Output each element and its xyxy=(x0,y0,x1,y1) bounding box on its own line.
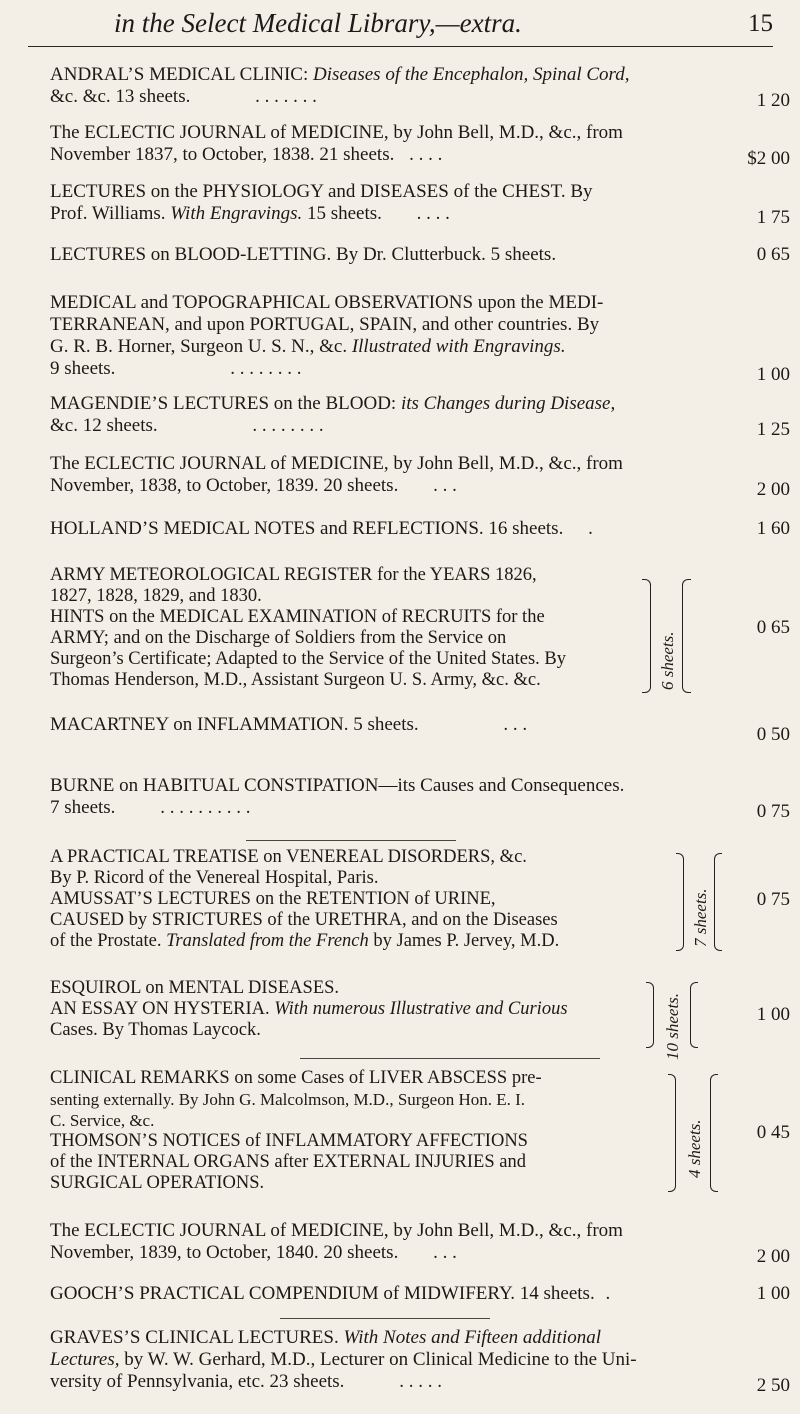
entry-title: CLINICAL REMARKS on some Cases of LIVER ABSCESS pre- xyxy=(50,1068,542,1088)
catalogue-entry xyxy=(50,64,790,111)
entry-title: MEDICAL and TOPOGRAPHICAL OBSERVATIONS upon the MEDI- xyxy=(50,292,604,313)
entry-title: The ECLECTIC JOURNAL of MEDICINE, by John Bell, M.D., &c., from xyxy=(50,122,623,143)
leader-dots: . . . xyxy=(503,714,528,735)
entry-title-cont: of the INTERNAL ORGANS after EXTERNAL INJURIES and xyxy=(50,1152,526,1172)
entry-translator: by James P. Jervey, M.D. xyxy=(368,931,560,951)
entry-title: ESQUIROL on MENTAL DISEASES. xyxy=(50,978,340,998)
entry-details: By P. Ricord of the Venereal Hospital, Paris. xyxy=(50,868,379,888)
entry-illustrations: With Engravings. xyxy=(170,203,303,224)
entry-title: AN ESSAY ON HYSTERIA. xyxy=(50,999,275,1019)
entry-details: senting externally. By John G. Malcolmson, M.D., Surgeon Hon. E. I. xyxy=(50,1090,526,1109)
entry-title: The ECLECTIC JOURNAL of MEDICINE, by John Bell, M.D., &c., from xyxy=(50,453,623,474)
entry-title: A PRACTICAL TREATISE on VENEREAL DISORDERS, &c. xyxy=(50,847,527,867)
entry-title: GOOCH’S PRACTICAL COMPENDIUM of MIDWIFERY. 14 sheets. xyxy=(50,1283,595,1304)
entry-translation: Translated from the French xyxy=(166,931,369,951)
divider xyxy=(300,1058,600,1059)
entry-title: AMUSSAT’S LECTURES on the RETENTION of URINE, xyxy=(50,889,496,909)
leader-dots: . xyxy=(605,1283,611,1304)
brace xyxy=(642,579,651,693)
entry-price: 0 50 xyxy=(756,724,790,745)
entry-details: by W. W. Gerhard, M.D., Lecturer on Clinical Medicine to the Uni- xyxy=(119,1349,637,1370)
entry-price: 1 25 xyxy=(756,419,790,440)
page-header xyxy=(28,4,773,47)
entry-price: 0 75 xyxy=(756,801,790,822)
entry-price: 0 65 xyxy=(756,244,790,265)
catalogue-entry xyxy=(50,122,790,169)
catalogue-entry xyxy=(50,1220,790,1267)
page-number: 15 xyxy=(748,10,773,37)
sheets-count: 4 sheets. xyxy=(685,1119,704,1178)
leader-dots: . . . . . xyxy=(399,1371,442,1392)
entry-title: MACARTNEY on INFLAMMATION. 5 sheets. xyxy=(50,714,419,735)
leader-dots: . . . . . . . . . . xyxy=(160,797,251,818)
leader-dots: . . . . xyxy=(416,203,450,224)
entry-subtitle: With numerous Illustrative and Curious xyxy=(274,999,568,1019)
entry-price: $2 00 xyxy=(747,148,790,169)
entry-details: C. Service, &c. xyxy=(50,1111,155,1130)
divider xyxy=(280,1318,490,1319)
entry-details: November, 1839, to October, 1840. 20 sheets. xyxy=(50,1242,399,1263)
brace xyxy=(676,853,684,951)
entry-title-cont: TERRANEAN, and upon PORTUGAL, SPAIN, and other countries. By xyxy=(50,314,600,335)
entry-details: 7 sheets. xyxy=(50,797,116,818)
entry-subtitle: Lectures, xyxy=(50,1349,120,1370)
leader-dots: . . . . . . . . xyxy=(230,358,302,379)
entry-author: G. R. B. Horner, Surgeon U. S. N., &c. xyxy=(50,336,352,357)
entry-title: HINTS on the MEDICAL EXAMINATION of RECRUITS for the xyxy=(50,607,545,627)
entry-title-cont: of the Prostate. xyxy=(50,931,167,951)
entry-subtitle: its Changes during Disease, xyxy=(400,393,616,414)
entry-details: Surgeon’s Certificate; Adapted to the Service of the United States. By xyxy=(50,649,567,669)
entry-title: BURNE on HABITUAL CONSTIPATION—its Causes and Consequences. xyxy=(50,775,625,796)
bundled-entries xyxy=(50,847,790,959)
brace xyxy=(714,853,722,951)
entry-details: November 1837, to October, 1838. 21 sheets. xyxy=(50,144,395,165)
entry-price: 0 45 xyxy=(756,1122,790,1143)
catalogue-entry xyxy=(50,181,790,228)
entry-title: LECTURES on the PHYSIOLOGY and DISEASES of the CHEST. By xyxy=(50,181,593,202)
catalogue-entry xyxy=(50,244,790,266)
entry-details: Thomas Henderson, M.D., Assistant Surgeon U. S. Army, &c. &c. xyxy=(50,670,541,690)
brace xyxy=(682,579,691,693)
entry-price: 2 50 xyxy=(756,1375,790,1396)
brace xyxy=(710,1074,718,1192)
entry-sheets: 15 sheets. xyxy=(302,203,382,224)
catalogue-entry xyxy=(50,393,790,440)
leader-dots: . . . xyxy=(433,1242,457,1263)
entry-details: 1827, 1828, 1829, and 1830. xyxy=(50,586,262,606)
catalogue-entry xyxy=(50,1327,790,1396)
entry-author: Prof. Williams. xyxy=(50,203,171,224)
entry-details: &c. 12 sheets. xyxy=(50,415,158,436)
catalogue-entry xyxy=(50,292,790,385)
entry-details: ARMY; and on the Discharge of Soldiers from the Service on xyxy=(50,628,507,648)
leader-dots: . . . . xyxy=(409,144,443,165)
entry-title: ANDRAL’S MEDICAL CLINIC: xyxy=(50,64,314,85)
entry-details: versity of Pennsylvania, etc. 23 sheets. xyxy=(50,1371,345,1392)
entry-subtitle: Diseases of the Encephalon, Spinal Cord, xyxy=(313,64,630,85)
entry-title: GRAVES’S CLINICAL LECTURES. xyxy=(50,1327,344,1348)
sheets-count: 6 sheets. xyxy=(658,631,677,690)
running-title: in the Select Medical Library,—extra. xyxy=(114,8,522,38)
leader-dots: . . . . . . . xyxy=(255,86,317,107)
sheets-count: 7 sheets. xyxy=(691,888,710,947)
bundled-entries xyxy=(50,978,790,1058)
entry-title-cont: CAUSED by STRICTURES of the URETHRA, and on the Diseases xyxy=(50,910,558,930)
entry-title-cont: SURGICAL OPERATIONS. xyxy=(50,1173,265,1193)
leader-dots: . xyxy=(588,518,593,539)
entry-price: 1 75 xyxy=(756,207,790,228)
entry-title: THOMSON’S NOTICES of INFLAMMATORY AFFECTIONS xyxy=(50,1131,528,1151)
entry-price: 1 20 xyxy=(756,90,790,111)
entry-price: 1 00 xyxy=(756,1004,790,1025)
catalogue-entry xyxy=(50,1283,790,1305)
catalogue-entry xyxy=(50,775,790,822)
catalogue-entry xyxy=(50,714,790,745)
entry-title: ARMY METEOROLOGICAL REGISTER for the YEARS 1826, xyxy=(50,565,537,585)
entry-details: November, 1838, to October, 1839. 20 sheets. xyxy=(50,475,399,496)
brace xyxy=(690,982,698,1048)
leader-dots: . . . xyxy=(433,475,457,496)
entry-price: 0 65 xyxy=(756,617,790,638)
entry-sheets: 9 sheets. xyxy=(50,358,116,379)
entry-details: &c. &c. 13 sheets. xyxy=(50,86,191,107)
divider xyxy=(246,840,456,841)
sheets-count: 10 sheets. xyxy=(663,992,682,1060)
entry-details: Cases. By Thomas Laycock. xyxy=(50,1020,261,1040)
leader-dots: . . . . . . . . xyxy=(252,415,324,436)
entry-title: MAGENDIE’S LECTURES on the BLOOD: xyxy=(50,393,401,414)
brace xyxy=(646,982,654,1048)
entry-illustrations: Illustrated with Engravings. xyxy=(351,336,566,357)
entry-price: 2 00 xyxy=(756,1246,790,1267)
bundled-entries xyxy=(50,565,790,705)
entry-title: HOLLAND’S MEDICAL NOTES and REFLECTIONS. 16 sheets. xyxy=(50,518,564,539)
bundled-entries xyxy=(50,1068,790,1200)
entry-price: 0 75 xyxy=(756,889,790,910)
brace xyxy=(668,1074,676,1192)
entry-subtitle: With Notes and Fifteen additional xyxy=(343,1327,602,1348)
entry-title: The ECLECTIC JOURNAL of MEDICINE, by John Bell, M.D., &c., from xyxy=(50,1220,623,1241)
catalogue-entry xyxy=(50,518,790,540)
entry-price: 2 00 xyxy=(756,479,790,500)
entry-price: 1 00 xyxy=(756,364,790,385)
entry-title: LECTURES on BLOOD-LETTING. By Dr. Clutterbuck. 5 sheets. xyxy=(50,244,557,265)
catalogue-entry xyxy=(50,453,790,500)
entry-price: 1 00 xyxy=(756,1283,790,1304)
entry-price: 1 60 xyxy=(756,518,790,539)
